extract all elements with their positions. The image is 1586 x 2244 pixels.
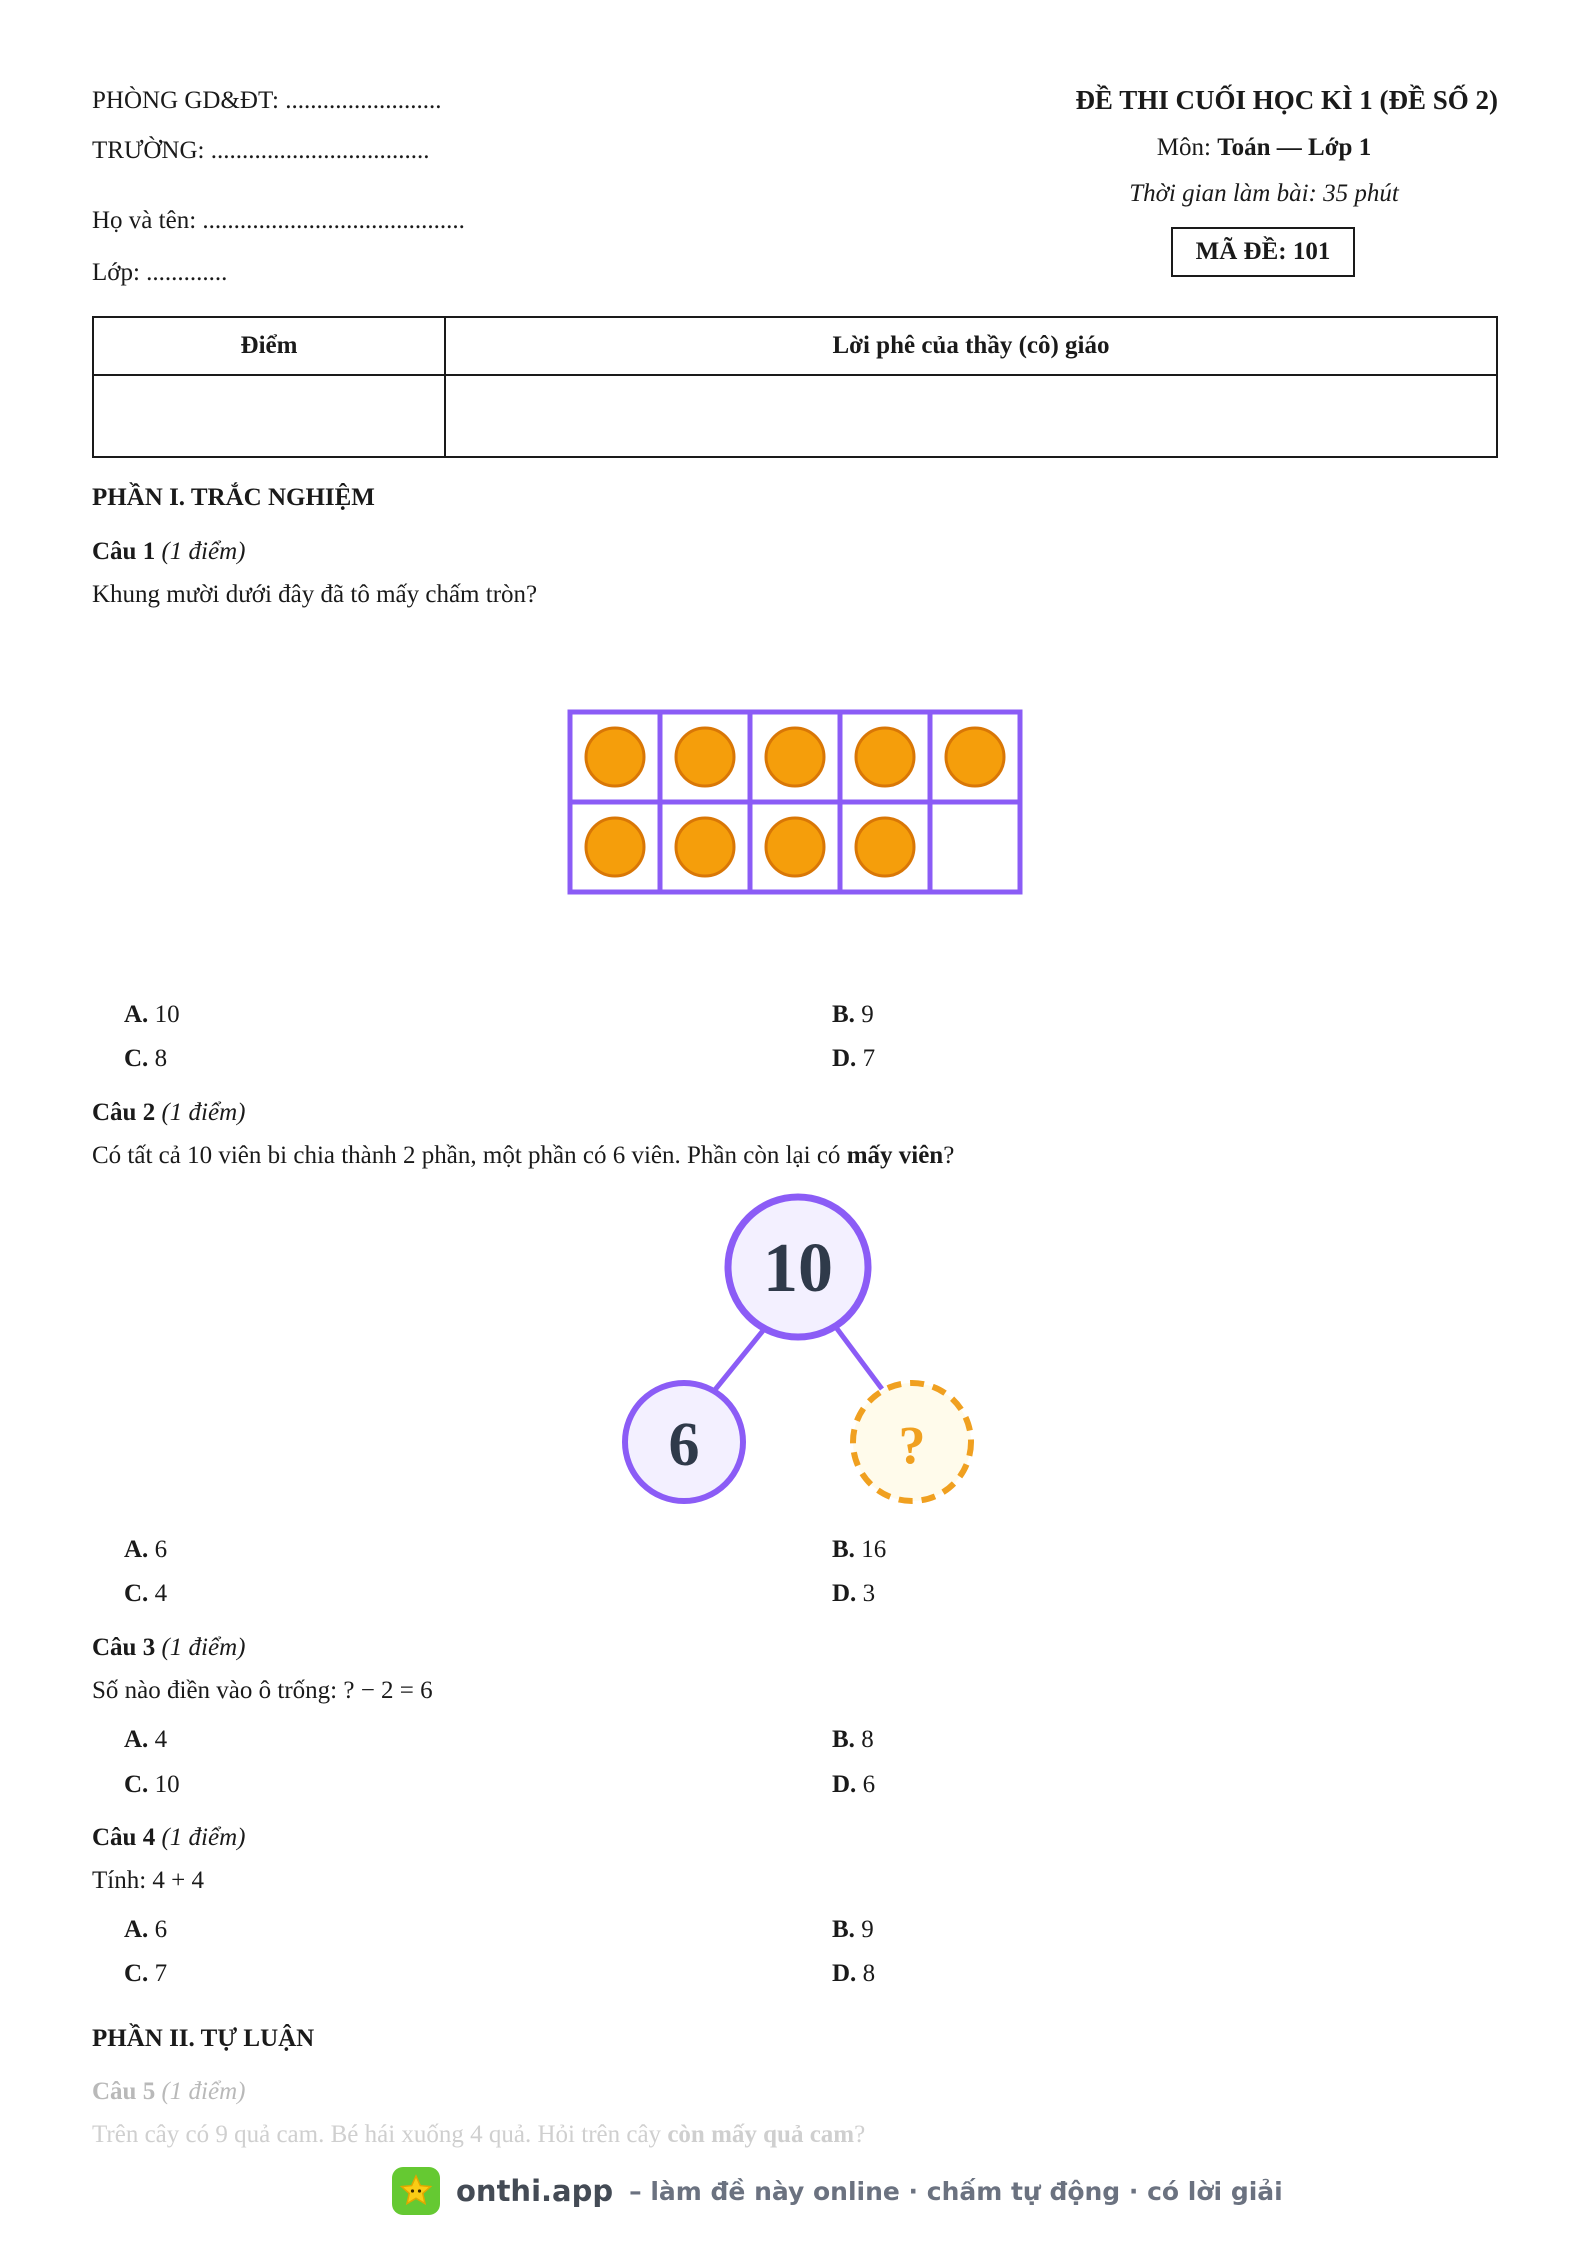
- q4-option-c-letter: C.: [124, 1960, 149, 1987]
- q4-option-b[interactable]: [832, 1915, 874, 1945]
- part2-title: PHẦN II. TỰ LUẬN: [92, 2025, 315, 2052]
- q2-label: Câu 2: [92, 1099, 156, 1126]
- ten-frame-dot: [766, 818, 824, 876]
- q1-option-b-value: 9: [861, 1001, 874, 1028]
- q3-option-a-letter: A.: [124, 1726, 149, 1753]
- score-table: [92, 316, 1498, 458]
- ten-frame-dot: [856, 728, 914, 786]
- comment-column-header: Lời phê của thầy (cô) giáo: [445, 317, 1497, 375]
- q1-label: Câu 1: [92, 538, 156, 565]
- q2-question: [92, 1141, 954, 1171]
- ten-frame-dot: [586, 818, 644, 876]
- score-cell: [93, 375, 445, 457]
- student-name-line: Họ và tên: ..........................................: [92, 207, 465, 234]
- footer-banner[interactable]: [392, 2166, 1283, 2216]
- q5-question: [92, 2120, 865, 2150]
- q5-points: (1 điểm): [161, 2078, 246, 2105]
- ten-frame-dot: [676, 818, 734, 876]
- q2-option-d[interactable]: [832, 1579, 875, 1609]
- q3-option-c-value: 10: [154, 1771, 180, 1798]
- q2-option-d-value: 3: [862, 1580, 876, 1607]
- subject-line: [1060, 133, 1468, 163]
- q5-question-start: Trên cây có 9 quả cam. Bé hái xuống 4 quả. Hỏi trên cây: [92, 2121, 668, 2148]
- q2-option-c-value: 4: [154, 1580, 168, 1607]
- q1-option-c-letter: C.: [124, 1045, 149, 1072]
- q1-option-d[interactable]: [832, 1044, 875, 1074]
- q4-heading: [92, 1823, 245, 1853]
- q1-points: (1 điểm): [161, 538, 246, 565]
- department-line: PHÒNG GD&ĐT: .........................: [92, 87, 442, 114]
- subject-value: Toán — Lớp 1: [1217, 134, 1372, 161]
- q3-option-a[interactable]: [124, 1725, 167, 1755]
- q3-option-d[interactable]: [832, 1770, 875, 1800]
- q4-option-d-letter: D.: [832, 1960, 857, 1987]
- logo-eye-left: [411, 2189, 414, 2192]
- q4-option-d-value: 8: [862, 1960, 876, 1987]
- exam-code: MÃ ĐỀ: 101: [1195, 238, 1331, 265]
- ten-frame-dot: [946, 728, 1004, 786]
- ten-frame-cell: [930, 802, 1020, 892]
- q4-option-c-value: 7: [154, 1960, 168, 1987]
- q1-option-a[interactable]: [124, 1000, 180, 1030]
- q2-heading: [92, 1098, 245, 1128]
- part1-title: PHẦN I. TRẮC NGHIỆM: [92, 484, 375, 511]
- q3-option-a-value: 4: [154, 1726, 168, 1753]
- q5-question-emphasis: còn mấy quả cam: [667, 2121, 855, 2148]
- q3-option-c-letter: C.: [124, 1771, 149, 1798]
- bond-unknown-mark: ?: [898, 1415, 926, 1475]
- q5-label: Câu 5: [92, 2078, 156, 2105]
- q4-question: Tính: 4 + 4: [92, 1867, 205, 1894]
- number-bond-diagram: [610, 1185, 990, 1515]
- star-logo-icon: [392, 2167, 440, 2215]
- subject-prefix: Môn:: [1156, 134, 1218, 161]
- bond-link-right: [832, 1322, 882, 1389]
- q3-option-b-value: 8: [861, 1726, 874, 1753]
- q2-option-c-letter: C.: [124, 1580, 149, 1607]
- q4-option-a-letter: A.: [124, 1916, 149, 1943]
- ten-frame: [565, 707, 1025, 897]
- logo-eye-right: [418, 2189, 421, 2192]
- school-line: TRƯỜNG: ...................................: [92, 137, 430, 164]
- q3-option-b[interactable]: [832, 1725, 874, 1755]
- score-column-header: Điểm: [93, 317, 445, 375]
- q2-option-b-letter: B.: [832, 1536, 855, 1563]
- q1-heading: [92, 537, 245, 567]
- q4-option-d[interactable]: [832, 1959, 875, 1989]
- q2-question-emphasis: mấy viên: [846, 1142, 944, 1169]
- q3-option-b-letter: B.: [832, 1726, 855, 1753]
- q1-option-c-value: 8: [154, 1045, 168, 1072]
- q3-points: (1 điểm): [161, 1634, 246, 1661]
- bond-whole-value: 10: [763, 1230, 833, 1307]
- q3-option-d-value: 6: [862, 1771, 876, 1798]
- q3-heading: [92, 1633, 245, 1663]
- bond-part-value: 6: [668, 1411, 700, 1479]
- footer-tagline: – làm đề này online · chấm tự động · có lời giải: [629, 2176, 1283, 2206]
- q3-option-c[interactable]: [124, 1770, 180, 1800]
- q2-option-a-letter: A.: [124, 1536, 149, 1563]
- q2-option-b-value: 16: [861, 1536, 887, 1563]
- q1-option-d-letter: D.: [832, 1045, 857, 1072]
- q3-label: Câu 3: [92, 1634, 156, 1661]
- q4-option-b-letter: B.: [832, 1916, 855, 1943]
- q2-points: (1 điểm): [161, 1099, 246, 1126]
- bond-link-left: [714, 1322, 770, 1391]
- class-line: Lớp: .............: [92, 259, 228, 286]
- exam-code-box: [1171, 227, 1355, 277]
- q4-option-a-value: 6: [154, 1916, 168, 1943]
- q2-question-start: Có tất cả 10 viên bi chia thành 2 phần, một phần có 6 viên. Phần còn lại có: [92, 1142, 847, 1169]
- ten-frame-dot: [676, 728, 734, 786]
- q4-label: Câu 4: [92, 1824, 156, 1851]
- q4-points: (1 điểm): [161, 1824, 246, 1851]
- ten-frame-dot: [766, 728, 824, 786]
- q1-option-c[interactable]: [124, 1044, 167, 1074]
- q3-question: Số nào điền vào ô trống: ? − 2 = 6: [92, 1677, 433, 1704]
- q5-question-end: ?: [854, 2121, 866, 2148]
- q2-option-d-letter: D.: [832, 1580, 857, 1607]
- q2-option-b[interactable]: [832, 1535, 886, 1565]
- q5-heading: [92, 2077, 245, 2107]
- ten-frame-dot: [856, 818, 914, 876]
- q3-option-d-letter: D.: [832, 1771, 857, 1798]
- q2-question-end: ?: [943, 1142, 955, 1169]
- q1-question: Khung mười dưới đây đã tô mấy chấm tròn?: [92, 581, 538, 608]
- comment-cell: [445, 375, 1497, 457]
- q1-option-d-value: 7: [862, 1045, 876, 1072]
- q1-option-b-letter: B.: [832, 1001, 855, 1028]
- q4-option-a[interactable]: [124, 1915, 167, 1945]
- q4-option-b-value: 9: [861, 1916, 874, 1943]
- footer-brand[interactable]: onthi.app: [456, 2174, 614, 2208]
- q1-option-a-value: 10: [154, 1001, 180, 1028]
- exam-duration: Thời gian làm bài: 35 phút: [1129, 180, 1399, 207]
- exam-title: ĐỀ THI CUỐI HỌC KÌ 1 (ĐỀ SỐ 2): [1075, 85, 1498, 115]
- q1-option-b[interactable]: [832, 1000, 874, 1030]
- q2-option-a-value: 6: [154, 1536, 168, 1563]
- q4-option-c[interactable]: [124, 1959, 167, 1989]
- q2-option-c[interactable]: [124, 1579, 167, 1609]
- q1-option-a-letter: A.: [124, 1001, 149, 1028]
- q2-option-a[interactable]: [124, 1535, 167, 1565]
- ten-frame-dot: [586, 728, 644, 786]
